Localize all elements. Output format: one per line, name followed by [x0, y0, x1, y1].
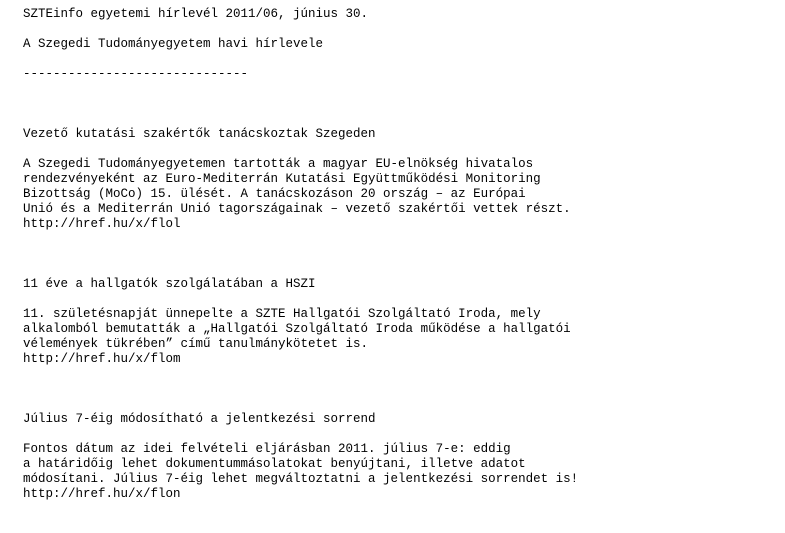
article-body-line: Fontos dátum az idei felvételi eljárásban 2011. július 7-e: eddig	[23, 442, 511, 456]
divider-line: ------------------------------	[23, 67, 249, 81]
article-body-line: vélemények tükrében” című tanulmánykötetet is.	[23, 337, 369, 351]
article-body-line: A Szegedi Tudományegyetemen tartották a magyar EU-elnökség hivatalos	[23, 157, 534, 171]
article-title: 11 éve a hallgatók szolgálatában a HSZI	[23, 277, 316, 291]
article-link[interactable]: http://href.hu/x/flon	[23, 487, 181, 501]
article-link[interactable]: http://href.hu/x/flol	[23, 217, 181, 231]
article-title: Vezető kutatási szakértők tanácskoztak Szegeden	[23, 127, 376, 141]
article-body-line: Bizottság (MoCo) 15. ülését. A tanácskozáson 20 ország – az Európai	[23, 187, 526, 201]
article-body-line: alkalomból bemutatták a „Hallgatói Szolgáltató Iroda működése a hallgatói	[23, 322, 571, 336]
newsletter-title: SZTEinfo egyetemi hírlevél 2011/06, június 30.	[23, 7, 369, 21]
article-title: Július 7-éig módosítható a jelentkezési sorrend	[23, 412, 376, 426]
article-body-line: módosítani. Július 7-éig lehet megváltoztatni a jelentkezési sorrendet is!	[23, 472, 579, 486]
article-body-line: rendezvényeként az Euro-Mediterrán Kutatási Együttműködési Monitoring	[23, 172, 541, 186]
article-body-line: Unió és a Mediterrán Unió tagországainak – vezető szakértői vettek részt.	[23, 202, 571, 216]
article-body-line: a határidőig lehet dokumentummásolatokat benyújtani, illetve adatot	[23, 457, 526, 471]
article-body-line: 11. születésnapját ünnepelte a SZTE Hallgatói Szolgáltató Iroda, mely	[23, 307, 541, 321]
article-link[interactable]: http://href.hu/x/flom	[23, 352, 181, 366]
newsletter-subtitle: A Szegedi Tudományegyetem havi hírlevele	[23, 37, 324, 51]
